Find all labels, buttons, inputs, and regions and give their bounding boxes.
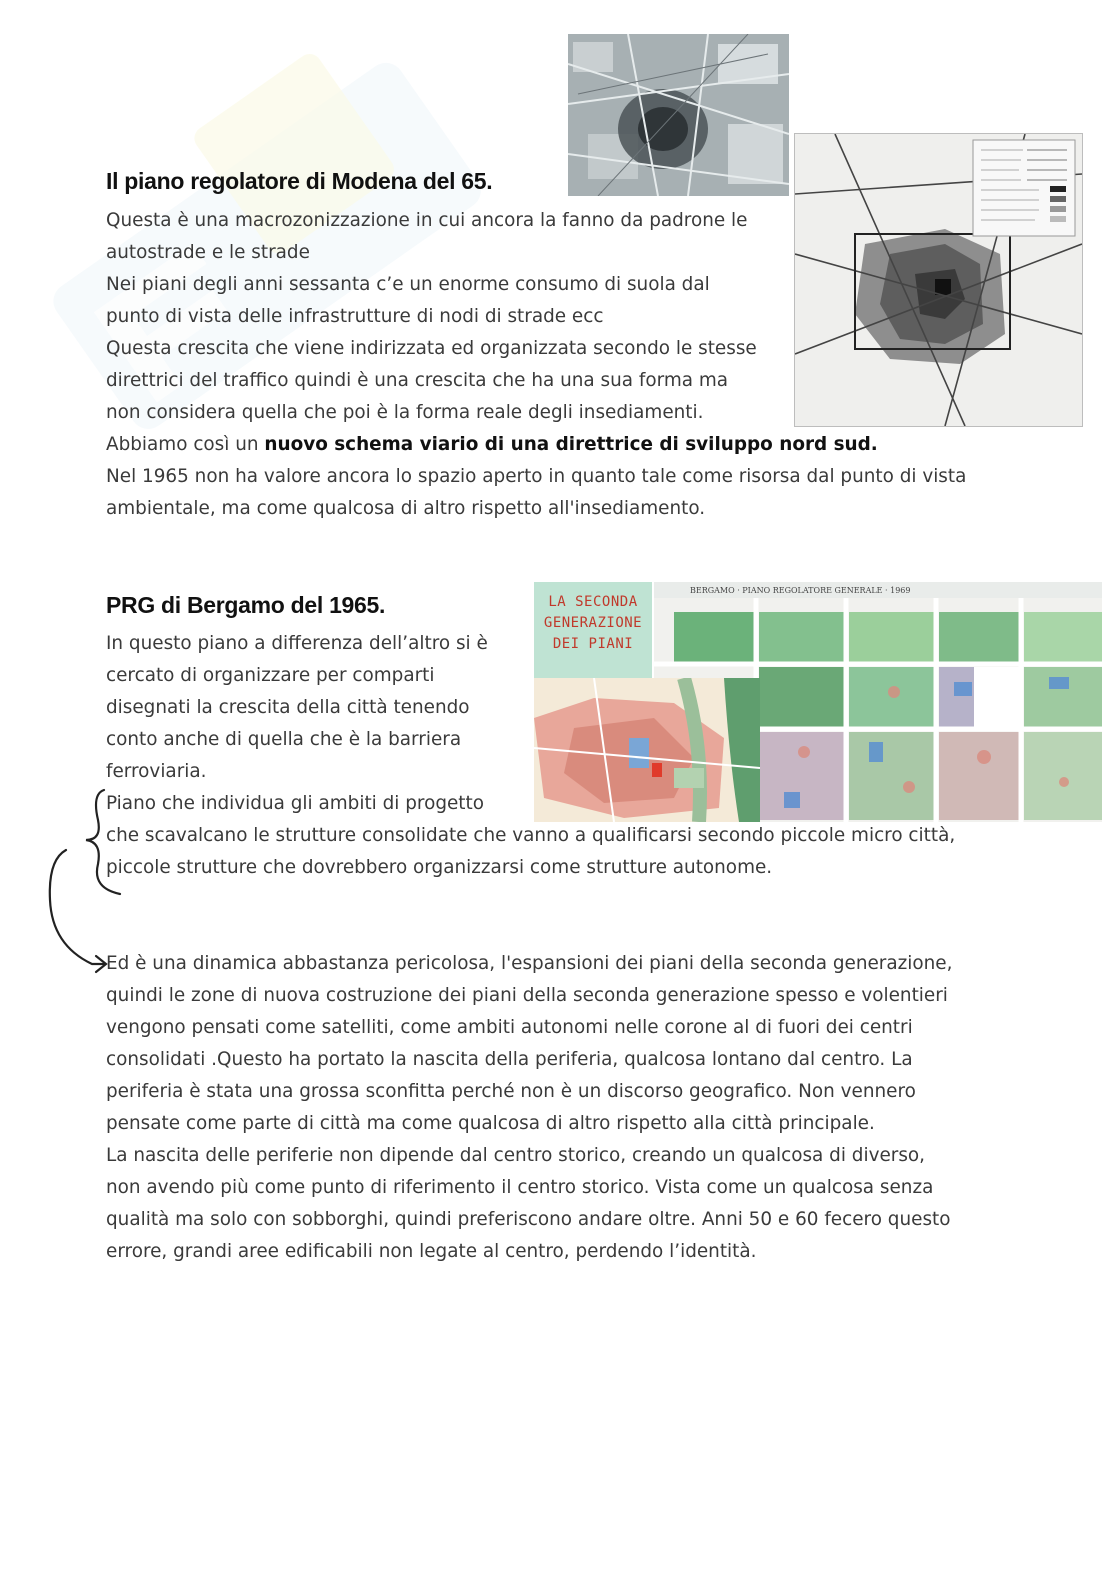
text-line: quindi le zone di nuova costruzione dei piani della seconda generazione spesso e volentieri <box>106 985 948 1006</box>
bold-emphasis: nuovo schema viario di una direttrice di sviluppo nord sud. <box>264 434 878 455</box>
text-line: errore, grandi aree edificabili non legate al centro, perdendo l’identità. <box>106 1241 757 1262</box>
modena-aerial-photo <box>568 34 789 196</box>
cover-title-line: GENERAZIONE <box>543 615 643 631</box>
bergamo-paragraph <box>106 628 955 884</box>
text-line: cercato di organizzare per comparti <box>106 665 435 686</box>
text-prefix: Abbiamo così un <box>106 434 265 455</box>
modena-paragraph <box>106 205 966 525</box>
text-line: La nascita delle periferie non dipende dal centro storico, creando un qualcosa di diverso, <box>106 1145 926 1166</box>
text-line: Ed è una dinamica abbastanza pericolosa, l'espansioni dei piani della seconda generazione, <box>106 953 953 974</box>
periphery-paragraph <box>106 948 952 1268</box>
text-line-emphasis <box>106 429 966 461</box>
text-line: disegnati la crescita della città tenendo <box>106 697 470 718</box>
text-line: ambientale, ma come qualcosa di altro rispetto all'insediamento. <box>106 498 706 519</box>
modena-heading: Il piano regolatore di Modena del 65. <box>106 168 493 194</box>
text-line: che scavalcano le strutture consolidate che vanno a qualificarsi secondo piccole micro città, <box>106 825 956 846</box>
text-line: pensate come parte di città ma come qualcosa di altro rispetto alla città principale. <box>106 1113 875 1134</box>
cover-title-line: LA SECONDA <box>548 594 638 610</box>
text-line: Questa crescita che viene indirizzata ed organizzata secondo le stesse <box>106 338 757 359</box>
text-line: Piano che individua gli ambiti di progetto <box>106 793 484 814</box>
text-line: direttrici del traffico quindi è una crescita che ha una sua forma ma <box>106 370 729 391</box>
text-line: autostrade e le strade <box>106 242 310 263</box>
bergamo-heading: PRG di Bergamo del 1965. <box>106 592 386 618</box>
cover-title-line: DEI PIANI <box>552 636 634 652</box>
text-line: Nei piani degli anni sessanta c’e un enorme consumo di suola dal <box>106 274 710 295</box>
text-line: Questa è una macrozonizzazione in cui ancora la fanno da padrone le <box>106 210 748 231</box>
text-line: Nel 1965 non ha valore ancora lo spazio aperto in quanto tale come risorsa dal punto di vista <box>106 466 967 487</box>
text-line: In questo piano a differenza dell’altro si è <box>106 633 488 654</box>
text-line: vengono pensati come satelliti, come ambiti autonomi nelle corone al di fuori dei centri <box>106 1017 913 1038</box>
text-line: punto di vista delle infrastrutture di nodi di strade ecc <box>106 306 604 327</box>
text-line: periferia è stata una grossa sconfitta perché non è un discorso geografico. Non vennero <box>106 1081 916 1102</box>
text-line: qualità ma solo con sobborghi, quindi preferiscono andare oltre. Anni 50 e 60 fecero questo <box>106 1209 951 1230</box>
text-line: ferroviaria. <box>106 761 207 782</box>
map-header-text: BERGAMO · PIANO REGOLATORE GENERALE · 1969 <box>690 586 911 595</box>
text-line: conto anche di quella che è la barriera <box>106 729 462 750</box>
text-line: non avendo più come punto di riferimento il centro storico. Vista come un qualcosa senza <box>106 1177 934 1198</box>
text-line: piccole strutture che dovrebbero organizzarsi come strutture autonome. <box>106 857 773 878</box>
text-line: non considera quella che poi è la forma reale degli insediamenti. <box>106 402 704 423</box>
text-line: consolidati .Questo ha portato la nascita della periferia, qualcosa lontano dal centro. La <box>106 1049 913 1070</box>
